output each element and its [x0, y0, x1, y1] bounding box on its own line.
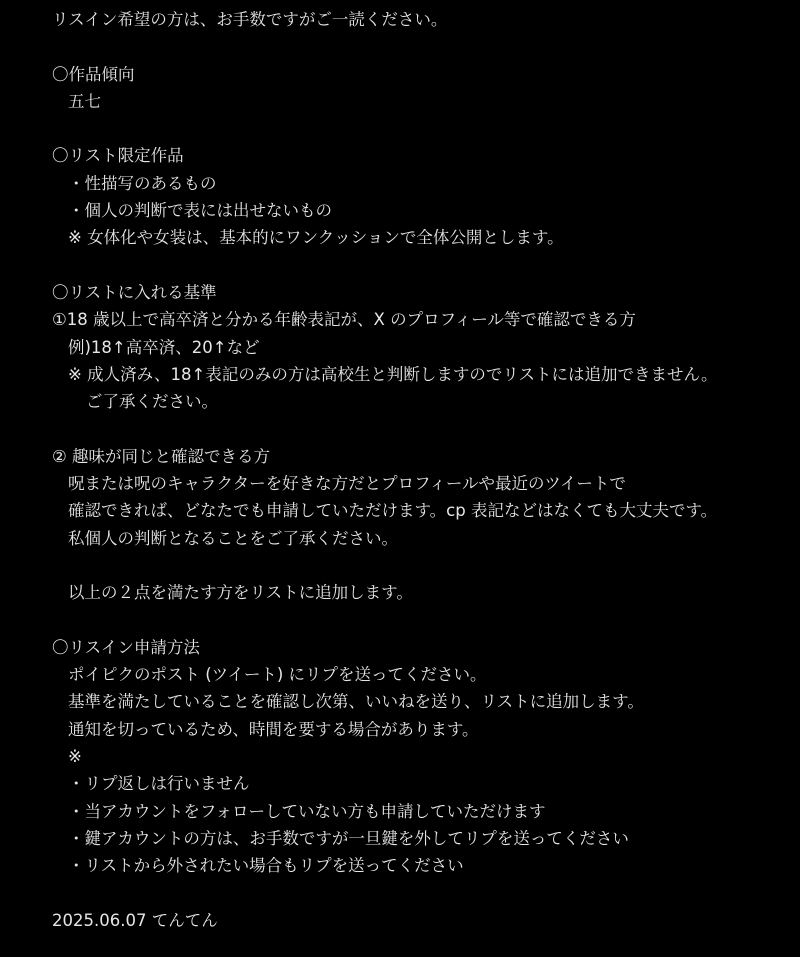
- criterion-1-example: 例)18↑高卒済、20↑など: [68, 337, 260, 357]
- apply-line: ポイピクのポスト (ツイート) にリプを送ってください。: [68, 665, 487, 685]
- apply-note-item: ・リストから外されたい場合もリプを送ってください: [68, 856, 464, 876]
- list-only-note: ※ 女体化や女装は、基本的にワンクッションで全体公開とします。: [68, 228, 564, 248]
- apply-line: 通知を切っているため、時間を要する場合があります。: [68, 719, 479, 739]
- spacer: [52, 415, 790, 442]
- section-heading-apply: 〇リスイン申請方法: [52, 637, 200, 657]
- spacer: [52, 880, 790, 907]
- section-heading-tendency: 〇作品傾向: [52, 64, 135, 84]
- apply-line: 基準を満たしていることを確認し次第、いいねを送り、リストに追加します。: [68, 692, 644, 712]
- criterion-2-line: 私個人の判断となることをご了承ください。: [68, 528, 398, 548]
- section-heading-list-only: 〇リスト限定作品: [52, 146, 184, 166]
- criteria-summary: 以上の２点を満たす方をリストに追加します。: [68, 583, 413, 603]
- section-heading-criteria: 〇リストに入れる基準: [52, 282, 217, 302]
- spacer: [52, 552, 790, 579]
- spacer: [52, 115, 790, 142]
- criterion-2-line: 呪または呪のキャラクターを好きな方だとプロフィールや最近のツイートで: [68, 474, 626, 494]
- apply-note-item: ・鍵アカウントの方は、お手数ですが一旦鍵を外してリプを送ってください: [68, 828, 629, 848]
- intro-text: リスイン希望の方は、お手数ですがご一読ください。: [52, 10, 448, 29]
- spacer: [52, 252, 790, 279]
- list-item: ・個人の判断で表には出せないもの: [68, 201, 332, 221]
- criterion-1: ①18 歳以上で高卒済と分かる年齢表記が、X のプロフィール等で確認できる方: [52, 310, 636, 330]
- criterion-1-note-continued: ご了承ください。: [86, 392, 218, 412]
- criterion-1-note: ※ 成人済み、18↑表記のみの方は高校生と判断しますのでリストには追加できません。: [68, 364, 718, 384]
- apply-note-item: ・リプ返しは行いません: [68, 774, 250, 794]
- apply-note-mark: ※: [68, 747, 82, 767]
- criterion-2-line: 確認できれば、どなたでも申請していただけます。cp 表記などはなくても大丈夫です。: [68, 501, 718, 521]
- document-body: [52, 6, 790, 934]
- apply-note-item: ・当アカウントをフォローしていない方も申請していただけます: [68, 801, 546, 821]
- tendency-body: 五七: [68, 91, 101, 111]
- footer-signature: 2025.06.07 てんてん: [52, 910, 218, 930]
- list-item: ・性描写のあるもの: [68, 173, 217, 193]
- criterion-2: ② 趣味が同じと確認できる方: [52, 446, 271, 466]
- spacer: [52, 33, 790, 60]
- spacer: [52, 607, 790, 634]
